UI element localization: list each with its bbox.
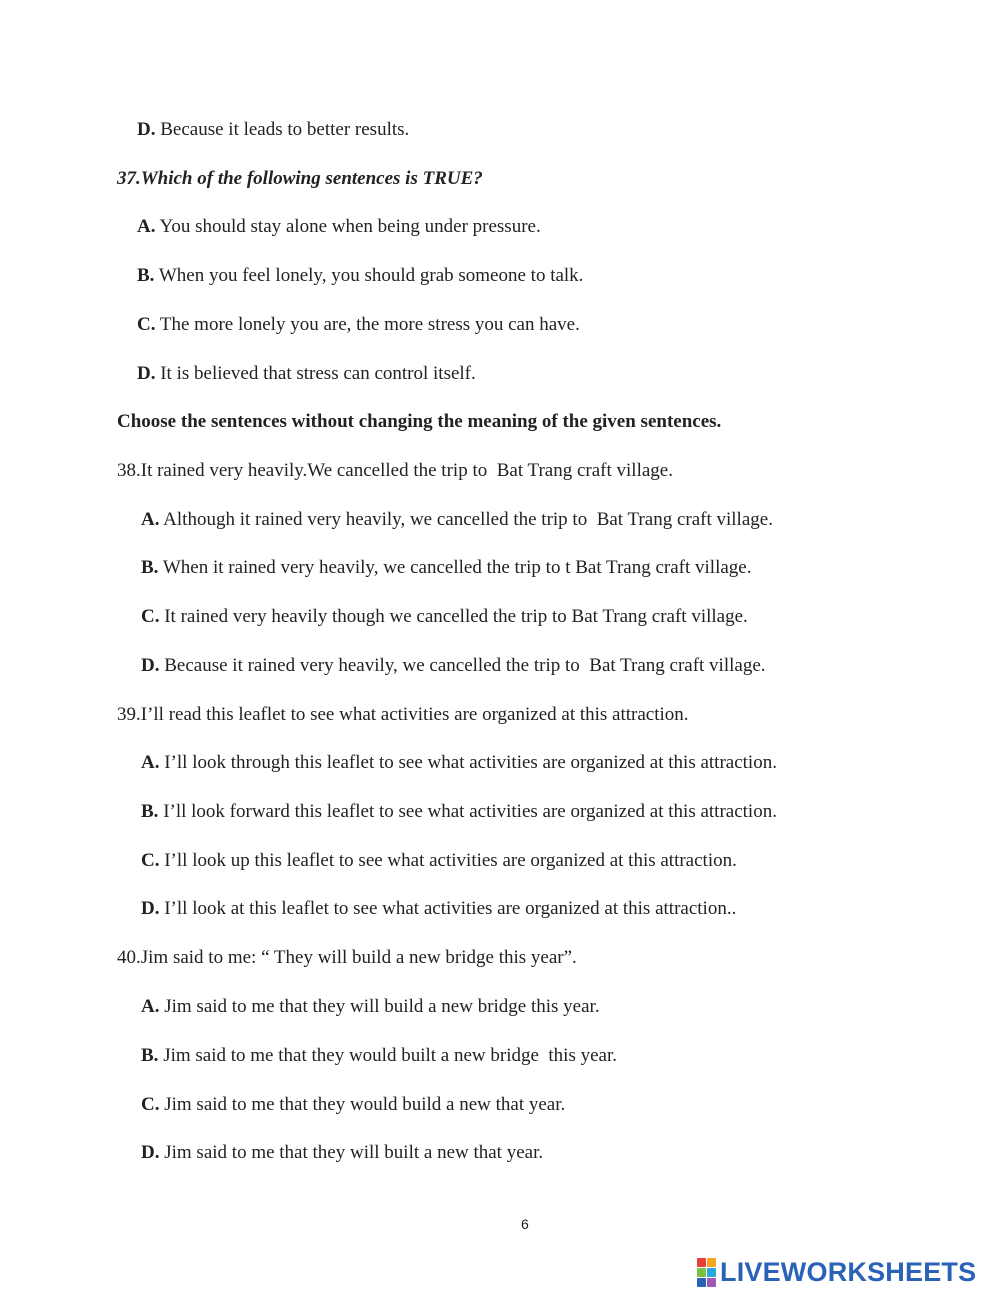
option-label: D. bbox=[141, 1142, 160, 1163]
q38-option-d[interactable] bbox=[141, 654, 766, 678]
option-label: A. bbox=[141, 509, 160, 530]
option-text: When you feel lonely, you should grab someone to talk. bbox=[154, 265, 584, 286]
q40-option-b[interactable] bbox=[141, 1044, 617, 1068]
logo-square bbox=[707, 1278, 716, 1287]
q37-option-b[interactable] bbox=[137, 264, 583, 288]
q39-option-b[interactable] bbox=[141, 800, 777, 824]
option-text: Jim said to me that they would built a new bridge this year. bbox=[158, 1045, 617, 1066]
q39-option-d[interactable] bbox=[141, 897, 736, 921]
option-label: A. bbox=[137, 216, 156, 237]
logo-square bbox=[697, 1278, 706, 1287]
option-text: I’ll look up this leaflet to see what activities are organized at this attraction. bbox=[159, 850, 737, 871]
option-label: C. bbox=[141, 850, 160, 871]
option-label: C. bbox=[141, 606, 160, 627]
q36-option-d[interactable] bbox=[137, 118, 409, 142]
section-instruction: Choose the sentences without changing the meaning of the given sentences. bbox=[117, 411, 722, 432]
option-text: Although it rained very heavily, we cancelled the trip to Bat Trang craft village. bbox=[159, 509, 773, 530]
option-label: C. bbox=[141, 1094, 160, 1115]
option-label: A. bbox=[141, 996, 160, 1017]
option-text: It is believed that stress can control itself. bbox=[155, 363, 476, 384]
q40-option-a[interactable] bbox=[141, 995, 600, 1019]
option-text: Jim said to me that they would build a new that year. bbox=[159, 1094, 566, 1115]
option-text: You should stay alone when being under pressure. bbox=[155, 216, 541, 237]
q38-option-a[interactable] bbox=[141, 508, 773, 532]
option-text: Because it rained very heavily, we cancelled the trip to Bat Trang craft village. bbox=[159, 655, 766, 676]
liveworksheets-brand bbox=[697, 1257, 976, 1287]
logo-square bbox=[707, 1258, 716, 1267]
logo-square bbox=[697, 1258, 706, 1267]
logo-square bbox=[707, 1268, 716, 1277]
option-text: The more lonely you are, the more stress you can have. bbox=[155, 314, 580, 335]
q40-option-d[interactable] bbox=[141, 1141, 543, 1165]
q38-option-b[interactable] bbox=[141, 556, 751, 580]
option-label: B. bbox=[141, 801, 159, 822]
option-text: When it rained very heavily, we cancelled the trip to t Bat Trang craft village. bbox=[158, 557, 752, 578]
option-label: D. bbox=[141, 898, 160, 919]
q38-option-c[interactable] bbox=[141, 605, 748, 629]
q39-option-c[interactable] bbox=[141, 849, 737, 873]
q40-question: 40.Jim said to me: “ They will build a new bridge this year”. bbox=[117, 947, 577, 968]
option-label: C. bbox=[137, 314, 156, 335]
q37-question: 37.Which of the following sentences is TRUE? bbox=[117, 168, 483, 189]
q37-option-d[interactable] bbox=[137, 362, 476, 386]
option-text: Jim said to me that they will built a new that year. bbox=[159, 1142, 544, 1163]
option-text: Jim said to me that they will build a new bridge this year. bbox=[159, 996, 600, 1017]
option-label: D. bbox=[137, 363, 156, 384]
q39-option-a[interactable] bbox=[141, 751, 777, 775]
logo-square bbox=[697, 1268, 706, 1277]
option-label: B. bbox=[141, 1045, 159, 1066]
option-text: It rained very heavily though we cancelled the trip to Bat Trang craft village. bbox=[159, 606, 748, 627]
option-text: I’ll look forward this leaflet to see what activities are organized at this attraction. bbox=[158, 801, 777, 822]
option-label: A. bbox=[141, 752, 160, 773]
page-number: 6 bbox=[521, 1216, 529, 1232]
q40-option-c[interactable] bbox=[141, 1093, 565, 1117]
liveworksheets-logo-icon bbox=[697, 1258, 716, 1287]
option-label: B. bbox=[137, 265, 155, 286]
q37-option-a[interactable] bbox=[137, 215, 541, 239]
option-label: B. bbox=[141, 557, 159, 578]
q39-question: 39.I’ll read this leaflet to see what activities are organized at this attraction. bbox=[117, 704, 689, 725]
option-text: I’ll look through this leaflet to see what activities are organized at this attraction. bbox=[159, 752, 777, 773]
q38-question: 38.It rained very heavily.We cancelled the trip to Bat Trang craft village. bbox=[117, 460, 673, 481]
option-label: D. bbox=[141, 655, 160, 676]
option-text: I’ll look at this leaflet to see what activities are organized at this attraction.. bbox=[159, 898, 737, 919]
option-label: D. bbox=[137, 119, 156, 140]
q37-option-c[interactable] bbox=[137, 313, 580, 337]
option-text: Because it leads to better results. bbox=[155, 119, 410, 140]
brand-name: LIVEWORKSHEETS bbox=[720, 1256, 977, 1287]
